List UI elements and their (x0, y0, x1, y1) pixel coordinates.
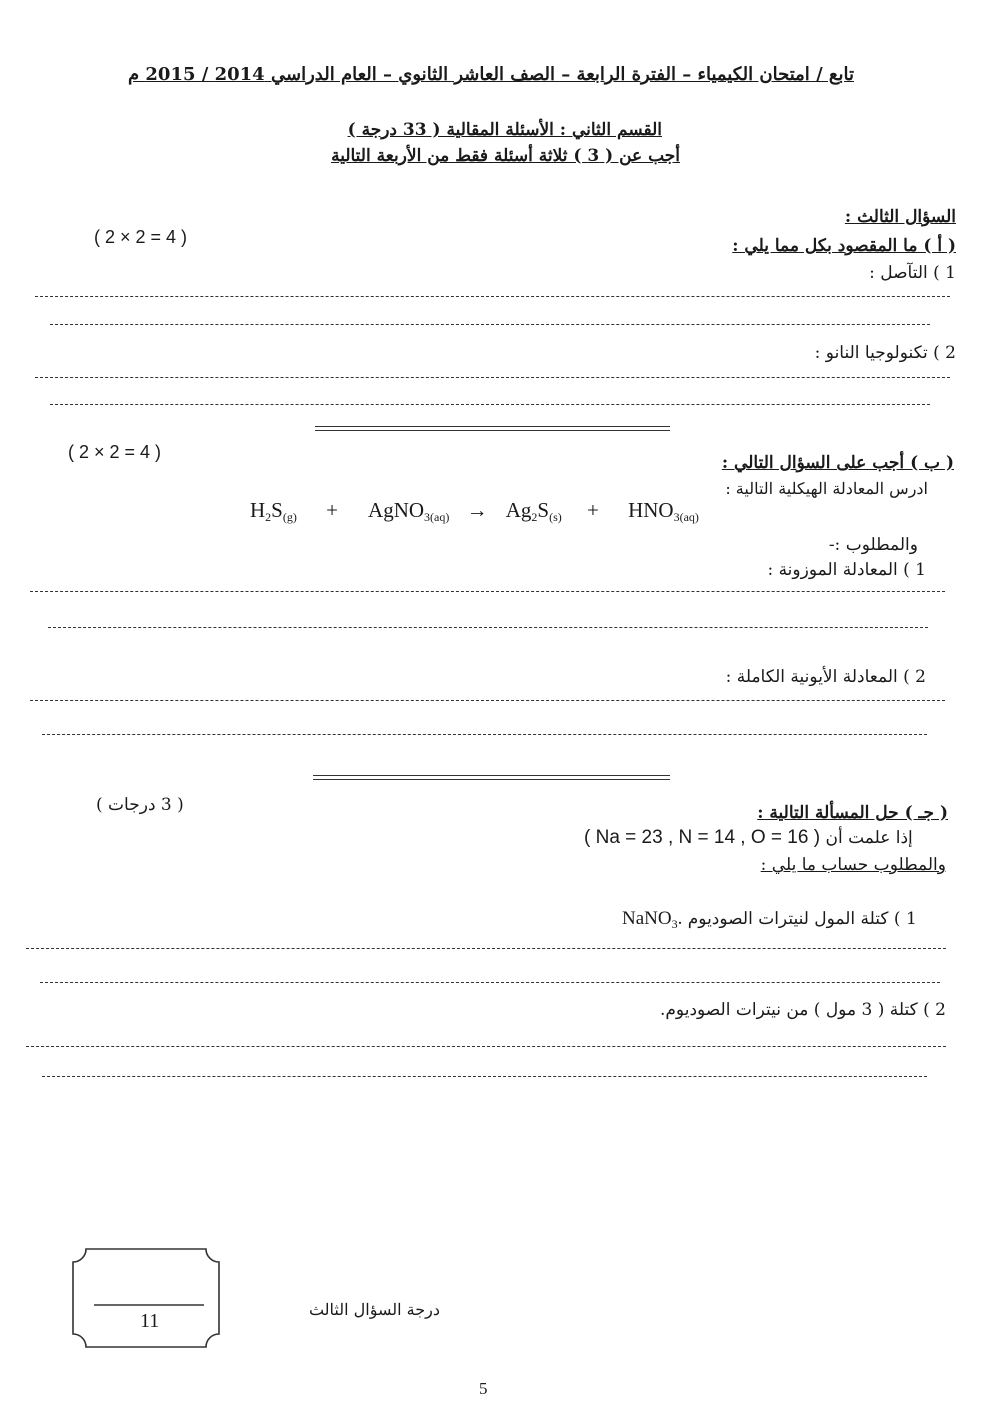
answer-line (40, 982, 940, 983)
reaction-arrow: → (466, 498, 488, 522)
part-c-given: ( Na = 23 , N = 14 , O = 16 ) إذا علمت أن (584, 827, 913, 848)
part-a-item-1: 1 ) التآصل : (869, 263, 956, 283)
skeleton-equation: $H_2S_{(g)}$ + AgNO$_{3(aq)}$ → $Ag_2S_{(s)} + HNO_{3(aq)}$ (250, 498, 699, 524)
answer-line (48, 627, 928, 628)
part-c-marks: ( 3 درجات ) (96, 795, 184, 815)
page-number: 5 (479, 1379, 488, 1398)
part-a-marks: ( 2 × 2 = 4 ) (94, 227, 188, 247)
part-c-heading: ( جـ ) حل المسألة التالية : (757, 803, 948, 823)
answer-line (50, 324, 930, 325)
section-divider (313, 775, 670, 780)
score-label: درجة السؤال الثالث (308, 1300, 440, 1319)
answer-line (42, 734, 927, 735)
part-b-item-2: 2 ) المعادلة الأيونية الكاملة : (725, 667, 926, 687)
part-c-required: والمطلوب حساب ما يلي : (760, 855, 946, 875)
page-header: تابع / امتحان الكيمياء – الفترة الرابعة – الصف العاشر الثانوي – العام الدراسي 2014 / 2015 م (127, 64, 854, 85)
section-instruction: أجب عن ( 3 ) ثلاثة أسئلة فقط من الأربعة التالية (331, 146, 680, 166)
section-title: القسم الثاني : الأسئلة المقالية ( 33 درجة ) (347, 120, 662, 140)
answer-line (26, 1046, 946, 1047)
score-total: 11 (140, 1310, 160, 1332)
answer-line (30, 700, 945, 701)
part-b-item-1: 1 ) المعادلة الموزونة : (767, 560, 926, 580)
answer-line (26, 948, 946, 949)
section-divider (315, 426, 670, 431)
part-b-required: والمطلوب :- (828, 535, 918, 555)
part-c-item-2: 2 ) كتلة ( 3 مول ) من نيترات الصوديوم. (660, 1000, 946, 1020)
score-box-frame (72, 1248, 220, 1348)
part-a-item-2: 2 ) تكنولوجيا النانو : (814, 343, 956, 363)
answer-line (30, 591, 945, 592)
part-b-marks: ( 2 × 2 = 4 ) (68, 442, 162, 462)
part-c-item-1: NaNO$_3$. 1 ) كتلة المول لنيترات الصوديوم (622, 908, 917, 931)
answer-line (42, 1076, 927, 1077)
part-a-heading: ( أ ) ما المقصود بكل مما يلي : (732, 236, 956, 256)
part-b-heading: ( ب ) أجب على السؤال التالي : (721, 453, 954, 473)
answer-line (35, 296, 950, 297)
part-b-intro: ادرس المعادلة الهيكلية التالية : (725, 479, 928, 498)
answer-line (35, 377, 950, 378)
score-box (72, 1248, 220, 1348)
answer-line (50, 404, 930, 405)
question-label: السؤال الثالث : (844, 207, 956, 227)
